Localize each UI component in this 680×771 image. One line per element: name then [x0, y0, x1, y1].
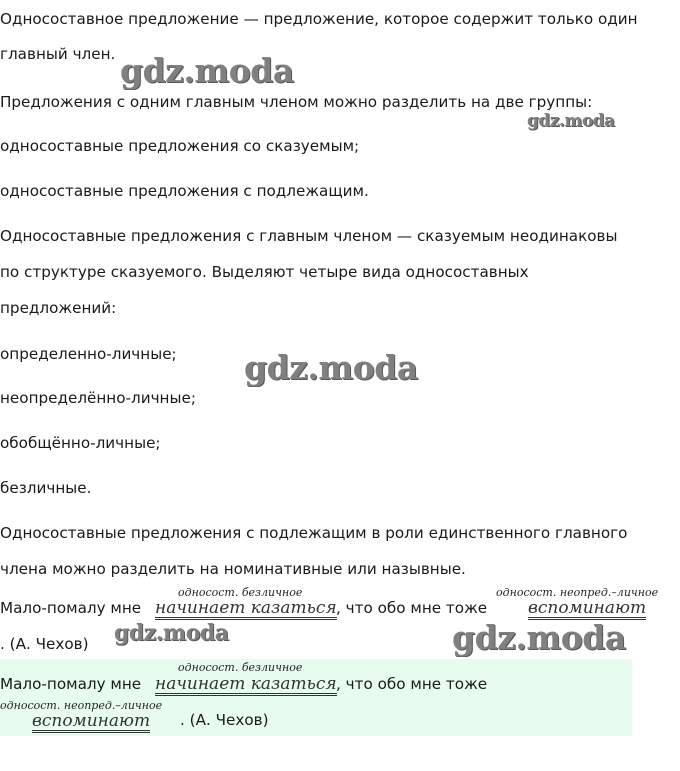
watermark-logo: gdz.moda: [452, 618, 626, 657]
answer-annotation-impersonal: односост. безличное: [178, 661, 303, 674]
answer-predicate-2: вспоминают: [32, 711, 151, 731]
list-item: неопределённо-личные;: [0, 389, 196, 407]
annotation-indefinite-personal: односост. неопред.–личное: [496, 586, 659, 599]
watermark-logo: gdz.moda: [114, 620, 229, 646]
answer-end: . (А. Чехов): [180, 711, 269, 729]
paragraph-nominative-line2: члена можно разделить на номинативные или назывные.: [0, 560, 466, 578]
paragraph-nominative-line1: Односоставные предложения с подлежащим в роли единственного главного: [0, 524, 628, 542]
list-item: определенно-личные;: [0, 345, 177, 363]
example-middle: , что обо мне тоже: [336, 599, 488, 617]
paragraph-types-line1: Односоставные предложения с главным членом — сказуемым неодинаковы: [0, 227, 618, 245]
paragraph-definition-line1: Односоставное предложение — предложение, которое содержит только один: [0, 10, 638, 28]
answer-middle: , что обо мне тоже: [336, 675, 488, 693]
example-end: . (А. Чехов): [0, 635, 89, 653]
list-item: безличные.: [0, 479, 92, 497]
answer-predicate-1: начинает казаться: [155, 674, 337, 694]
answer-start: Мало-помалу мне: [0, 675, 142, 693]
watermark-logo: gdz.moda: [244, 348, 418, 387]
paragraph-types-line2: по структуре сказуемого. Выделяют четыре вида односоставных: [0, 263, 529, 281]
watermark-logo: gdz.moda: [527, 111, 615, 131]
answer-annotation-indefinite-personal: односост. неопред.–личное: [0, 699, 163, 712]
predicate-2: вспоминают: [528, 598, 647, 618]
list-item: обобщённо-личные;: [0, 434, 161, 452]
group-item-predicate: односоставные предложения со сказуемым;: [0, 137, 360, 155]
paragraph-types-line3: предложений:: [0, 299, 117, 317]
paragraph-definition-line2: главный член.: [0, 45, 116, 63]
watermark-logo: gdz.moda: [120, 51, 294, 90]
example-start: Мало-помалу мне: [0, 599, 142, 617]
annotation-impersonal: односост. безличное: [178, 586, 303, 599]
group-item-subject: односоставные предложения с подлежащим.: [0, 182, 369, 200]
paragraph-groups: Предложения с одним главным членом можно разделить на две группы:: [0, 93, 593, 111]
predicate-1: начинает казаться: [155, 598, 337, 618]
